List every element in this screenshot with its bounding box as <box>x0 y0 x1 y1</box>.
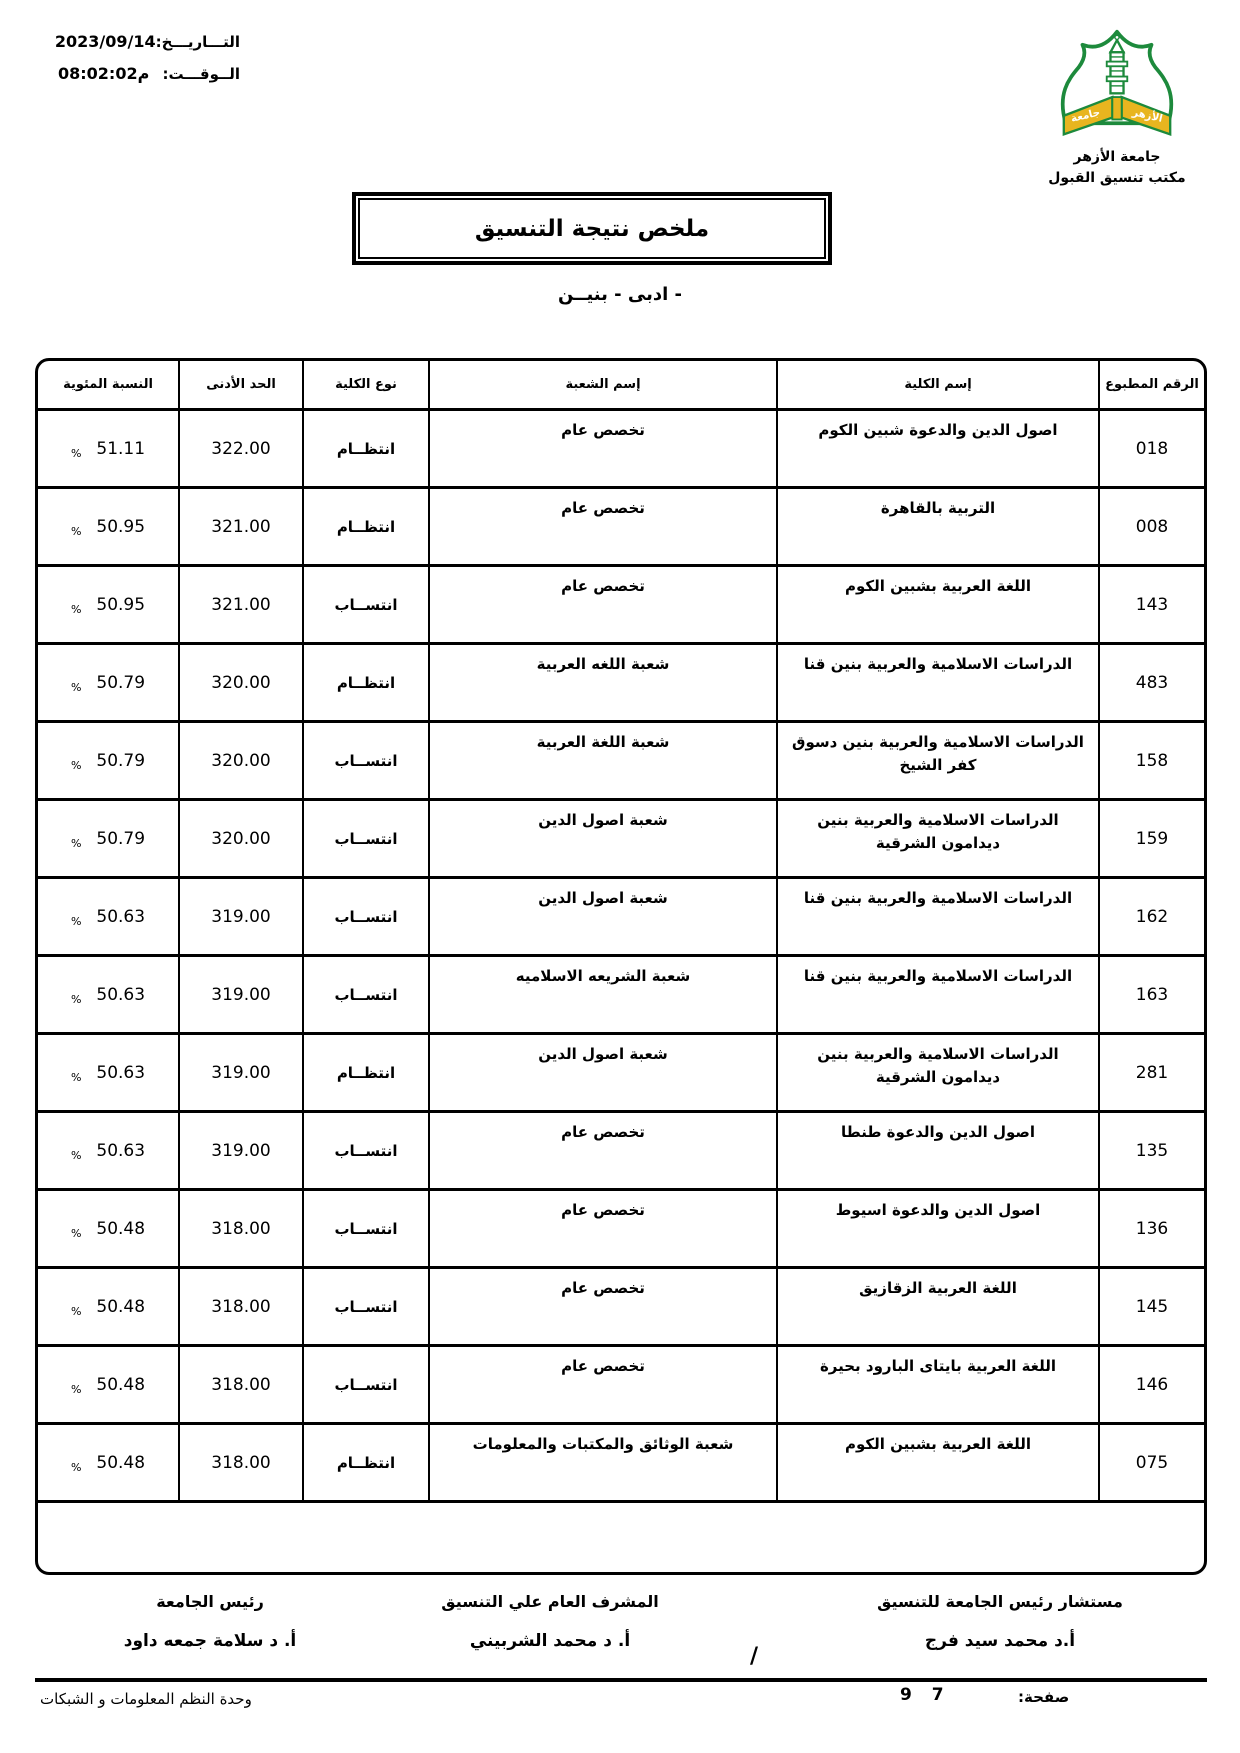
cell-branch-name: تخصص عام <box>428 1191 776 1269</box>
cell-college-type: انتســاب <box>302 1113 428 1191</box>
cell-printed-number: 018 <box>1098 411 1204 489</box>
signature-title: مستشار رئيس الجامعة للتنسيق <box>877 1592 1123 1611</box>
it-unit-name: وحدة النظم المعلومات و الشبكات <box>40 1690 252 1708</box>
percentage-value: 50.63 <box>96 1140 146 1161</box>
cell-college-name: الدراسات الاسلامية والعربية بنين قنا <box>776 645 1098 723</box>
table-row <box>38 1347 1204 1425</box>
cell-min-degree: 318.00 <box>178 1191 302 1269</box>
cell-percentage <box>38 645 178 723</box>
percentage-value: 50.63 <box>96 1062 146 1083</box>
cell-college-type: انتســاب <box>302 567 428 645</box>
percentage-value: 50.63 <box>96 906 146 927</box>
cell-branch-name: شعبة الشريعه الاسلاميه <box>428 957 776 1035</box>
cell-college-type: انتظــام <box>302 411 428 489</box>
time-label: الــوقـــت: <box>162 64 240 83</box>
percent-symbol: % <box>70 1148 82 1162</box>
cell-college-type: انتظــام <box>302 1425 428 1503</box>
cell-college-type: انتظــام <box>302 645 428 723</box>
university-name: جامعة الأزهر <box>1073 149 1161 165</box>
table-row <box>38 957 1204 1035</box>
table-row <box>38 723 1204 801</box>
signature-name: أ.د محمد سيد فرج <box>924 1631 1076 1651</box>
cell-printed-number: 008 <box>1098 489 1204 567</box>
cell-branch-name: تخصص عام <box>428 489 776 567</box>
cell-college-name: الدراسات الاسلامية والعربية بنين دسوق كفر الشيخ <box>776 723 1098 801</box>
cell-percentage <box>38 801 178 879</box>
page-title: ملخص نتيجة التنسيق <box>474 215 710 242</box>
column-header: النسبة المئوية <box>38 361 178 411</box>
cell-min-degree: 319.00 <box>178 879 302 957</box>
bottom-rule <box>35 1678 1207 1682</box>
cell-college-type: انتســاب <box>302 723 428 801</box>
date-time-block <box>54 32 240 83</box>
table-row <box>38 1425 1204 1503</box>
cell-percentage <box>38 1191 178 1269</box>
table-row <box>38 1191 1204 1269</box>
cell-branch-name: شعبة اللغه العربية <box>428 645 776 723</box>
cell-percentage <box>38 1425 178 1503</box>
cell-min-degree: 319.00 <box>178 1113 302 1191</box>
cell-college-name: اللغة العربية بايتاى البارود بحيرة <box>776 1347 1098 1425</box>
cell-college-type: انتســاب <box>302 879 428 957</box>
signature-general-supervisor <box>420 1592 680 1651</box>
cell-college-type: انتظــام <box>302 1035 428 1113</box>
cell-college-name: اصول الدين والدعوة شبين الكوم <box>776 411 1098 489</box>
percent-symbol: % <box>70 602 82 616</box>
percentage-value: 50.79 <box>96 672 146 693</box>
cell-min-degree: 320.00 <box>178 801 302 879</box>
table-row <box>38 879 1204 957</box>
table-row <box>38 567 1204 645</box>
cell-branch-name: تخصص عام <box>428 1113 776 1191</box>
cell-printed-number: 135 <box>1098 1113 1204 1191</box>
cell-college-type: انتظــام <box>302 489 428 567</box>
page-numbers: 9 7 <box>900 1685 944 1705</box>
percentage-value: 50.79 <box>96 828 146 849</box>
page-label: صفحة: <box>1018 1688 1070 1706</box>
cell-printed-number: 145 <box>1098 1269 1204 1347</box>
percentage-value: 50.48 <box>96 1452 146 1473</box>
percent-symbol: % <box>70 1382 82 1396</box>
date-row <box>54 32 240 51</box>
office-name: مكتب تنسيق القبول <box>1048 170 1186 186</box>
cell-printed-number: 162 <box>1098 879 1204 957</box>
cell-college-type: انتســاب <box>302 1269 428 1347</box>
column-header: الرقم المطبوع <box>1098 361 1204 411</box>
table-row <box>38 411 1204 489</box>
percent-symbol: % <box>70 1460 82 1474</box>
cell-college-name: الدراسات الاسلامية والعربية بنين قنا <box>776 957 1098 1035</box>
percent-symbol: % <box>70 446 82 460</box>
cell-min-degree: 319.00 <box>178 1035 302 1113</box>
cell-printed-number: 158 <box>1098 723 1204 801</box>
cell-branch-name: شعبة اللغة العربية <box>428 723 776 801</box>
cell-college-type: انتســاب <box>302 1347 428 1425</box>
percentage-value: 50.48 <box>96 1218 146 1239</box>
cell-min-degree: 318.00 <box>178 1269 302 1347</box>
cell-percentage <box>38 1035 178 1113</box>
cell-college-name: الدراسات الاسلامية والعربية بنين ديدامون الشرقية <box>776 801 1098 879</box>
column-header: نوع الكلية <box>302 361 428 411</box>
cell-branch-name: تخصص عام <box>428 1347 776 1425</box>
percentage-value: 50.79 <box>96 750 146 771</box>
cell-college-name: الدراسات الاسلامية والعربية بنين قنا <box>776 879 1098 957</box>
percent-symbol: % <box>70 680 82 694</box>
title-box-inner <box>358 198 826 259</box>
cell-percentage <box>38 411 178 489</box>
cell-percentage <box>38 489 178 567</box>
date-label: التـــاريـــخ: <box>155 32 240 51</box>
cell-college-type: انتســاب <box>302 957 428 1035</box>
logo-text-left: جامعة <box>1069 106 1102 125</box>
percentage-value: 50.48 <box>96 1374 146 1395</box>
cell-branch-name: شعبة اصول الدين <box>428 879 776 957</box>
cell-printed-number: 163 <box>1098 957 1204 1035</box>
percentage-value: 50.95 <box>96 594 146 615</box>
cell-college-type: انتســاب <box>302 1191 428 1269</box>
date-value: 2023/09/14 <box>54 32 156 51</box>
percent-symbol: % <box>70 1304 82 1318</box>
table-row <box>38 1113 1204 1191</box>
time-value: م08:02:02 <box>58 64 150 83</box>
cell-branch-name: تخصص عام <box>428 1269 776 1347</box>
cell-min-degree: 322.00 <box>178 411 302 489</box>
cell-college-name: الدراسات الاسلامية والعربية بنين ديدامون الشرقية <box>776 1035 1098 1113</box>
cell-percentage <box>38 567 178 645</box>
al-azhar-logo-icon <box>1047 28 1187 140</box>
signature-title: المشرف العام علي التنسيق <box>441 1592 659 1611</box>
table-row <box>38 1035 1204 1113</box>
cell-min-degree: 318.00 <box>178 1425 302 1503</box>
percent-symbol: % <box>70 1070 82 1084</box>
cell-college-name: اللغة العربية بشبين الكوم <box>776 567 1098 645</box>
signature-university-president <box>80 1592 340 1651</box>
table-row <box>38 489 1204 567</box>
org-identity-block <box>1038 28 1196 186</box>
cell-min-degree: 321.00 <box>178 567 302 645</box>
cell-college-name: اصول الدين والدعوة طنطا <box>776 1113 1098 1191</box>
cell-branch-name: شعبة اصول الدين <box>428 801 776 879</box>
table-row <box>38 801 1204 879</box>
percent-symbol: % <box>70 836 82 850</box>
signature-title: رئيس الجامعة <box>156 1592 264 1611</box>
signature-name: أ. د سلامة جمعه داود <box>123 1631 297 1651</box>
cell-printed-number: 143 <box>1098 567 1204 645</box>
cell-percentage <box>38 1113 178 1191</box>
cell-college-name: اللغة العربية بشبين الكوم <box>776 1425 1098 1503</box>
results-table <box>35 358 1207 1575</box>
logo-text-right: الأزهر <box>1131 106 1164 125</box>
cell-min-degree: 321.00 <box>178 489 302 567</box>
table-row <box>38 1269 1204 1347</box>
cell-min-degree: 320.00 <box>178 645 302 723</box>
cell-printed-number: 159 <box>1098 801 1204 879</box>
percent-symbol: % <box>70 758 82 772</box>
cell-printed-number: 075 <box>1098 1425 1204 1503</box>
cell-college-name: اللغة العربية الزقازيق <box>776 1269 1098 1347</box>
percent-symbol: % <box>70 1226 82 1240</box>
cell-branch-name: شعبة اصول الدين <box>428 1035 776 1113</box>
title-box <box>352 192 832 265</box>
cell-percentage <box>38 957 178 1035</box>
percent-symbol: % <box>70 524 82 538</box>
signature-coordination-advisor <box>860 1592 1140 1651</box>
time-row <box>58 64 240 83</box>
cell-percentage <box>38 723 178 801</box>
percentage-value: 50.95 <box>96 516 146 537</box>
section-subtitle: - ادبى - بنيــن <box>557 284 683 305</box>
signature-name: أ. د محمد الشربيني <box>469 1631 631 1651</box>
cell-printed-number: 281 <box>1098 1035 1204 1113</box>
cell-branch-name: تخصص عام <box>428 411 776 489</box>
percentage-value: 50.63 <box>96 984 146 1005</box>
table-row <box>38 645 1204 723</box>
cell-branch-name: تخصص عام <box>428 567 776 645</box>
percent-symbol: % <box>70 992 82 1006</box>
slash-mark: / <box>750 1644 759 1669</box>
column-header: إسم الشعبة <box>428 361 776 411</box>
cell-percentage <box>38 1347 178 1425</box>
cell-percentage <box>38 879 178 957</box>
percentage-value: 50.48 <box>96 1296 146 1317</box>
cell-printed-number: 146 <box>1098 1347 1204 1425</box>
column-header: الحد الأدنى <box>178 361 302 411</box>
cell-percentage <box>38 1269 178 1347</box>
cell-min-degree: 318.00 <box>178 1347 302 1425</box>
cell-printed-number: 483 <box>1098 645 1204 723</box>
cell-min-degree: 320.00 <box>178 723 302 801</box>
cell-min-degree: 319.00 <box>178 957 302 1035</box>
cell-branch-name: شعبة الوثائق والمكتبات والمعلومات <box>428 1425 776 1503</box>
percent-symbol: % <box>70 914 82 928</box>
cell-college-name: التربية بالقاهرة <box>776 489 1098 567</box>
table-header-row <box>38 361 1204 411</box>
column-header: إسم الكلية <box>776 361 1098 411</box>
cell-college-type: انتســاب <box>302 801 428 879</box>
cell-printed-number: 136 <box>1098 1191 1204 1269</box>
table-body <box>38 411 1204 1503</box>
cell-college-name: اصول الدين والدعوة اسيوط <box>776 1191 1098 1269</box>
percentage-value: 51.11 <box>96 438 146 459</box>
